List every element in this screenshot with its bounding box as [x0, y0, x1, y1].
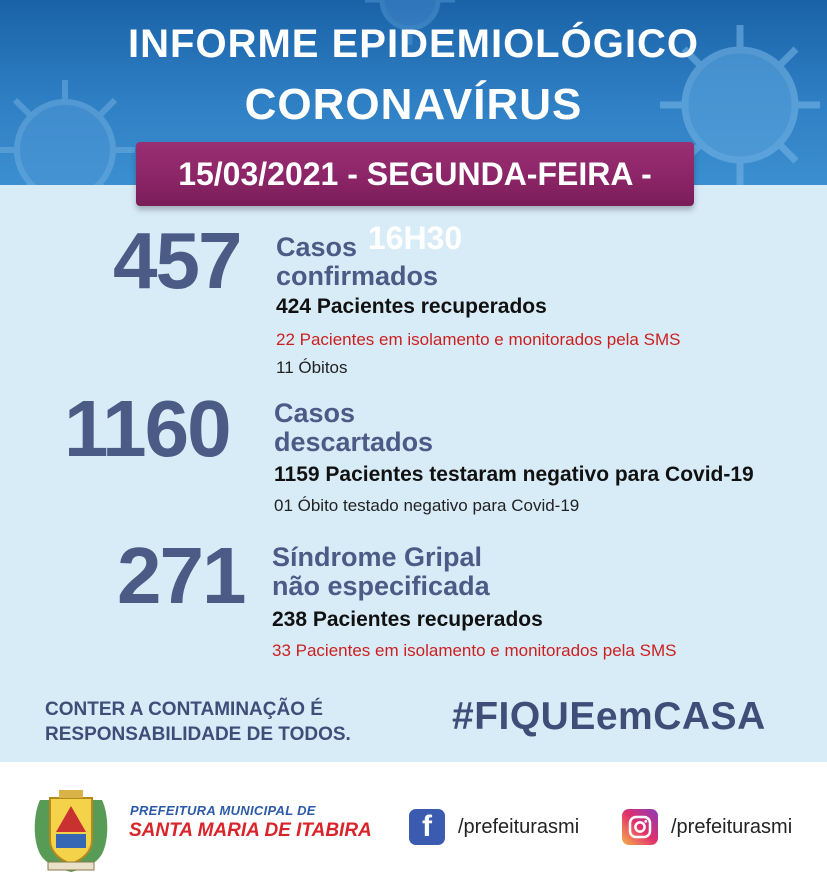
- flu-label-line2: não especificada: [272, 571, 490, 601]
- flu-label: [272, 543, 490, 601]
- municipality-label: PREFEITURA MUNICIPAL DE: [130, 803, 316, 818]
- municipality-name: SANTA MARIA DE ITABIRA: [129, 820, 372, 841]
- slogan-line2: RESPONSABILIDADE DE TODOS.: [45, 724, 351, 745]
- discarded-negative: 1159 Pacientes testaram negativo para Covid-19: [274, 463, 754, 486]
- flu-label-line1: Síndrome Gripal: [272, 542, 483, 572]
- flu-isolation: 33 Pacientes em isolamento e monitorados pela SMS: [272, 641, 677, 660]
- facebook-link[interactable]: [409, 809, 579, 845]
- flu-recovered: 238 Pacientes recuperados: [272, 608, 543, 631]
- main-panel: [0, 185, 827, 762]
- facebook-icon: f: [409, 809, 445, 845]
- confirmed-label-line2: confirmados: [276, 261, 439, 291]
- confirmed-recovered: 424 Pacientes recuperados: [276, 295, 547, 318]
- confirmed-deaths: 11 Óbitos: [276, 358, 348, 377]
- discarded-label: [274, 399, 433, 457]
- discarded-count: 1160: [64, 384, 230, 473]
- instagram-handle: /prefeiturasmi: [671, 815, 793, 838]
- municipal-crest: [26, 788, 116, 874]
- footer: [0, 762, 827, 882]
- slogan: [45, 697, 351, 747]
- discarded-label-line1: Casos: [274, 398, 356, 428]
- discarded-label-line2: descartados: [274, 427, 434, 457]
- flu-count: 271: [117, 531, 245, 620]
- report-title: INFORME EPIDEMIOLÓGICO: [128, 22, 699, 66]
- slogan-line1: CONTER A CONTAMINAÇÃO É: [45, 699, 323, 720]
- instagram-icon: [622, 809, 658, 845]
- date-banner: 15/03/2021 - SEGUNDA-FEIRA - 16H30: [136, 142, 694, 206]
- report-subtitle: CORONAVÍRUS: [244, 80, 583, 129]
- discarded-death-negative: 01 Óbito testado negativo para Covid-19: [274, 496, 580, 515]
- hashtag: #FIQUEemCASA: [452, 695, 766, 738]
- confirmed-label-line1: Casos: [276, 232, 358, 262]
- instagram-link[interactable]: [622, 809, 792, 845]
- facebook-handle: /prefeiturasmi: [458, 815, 580, 838]
- confirmed-isolation: 22 Pacientes em isolamento e monitorados pela SMS: [276, 330, 681, 349]
- confirmed-count: 457: [113, 216, 241, 305]
